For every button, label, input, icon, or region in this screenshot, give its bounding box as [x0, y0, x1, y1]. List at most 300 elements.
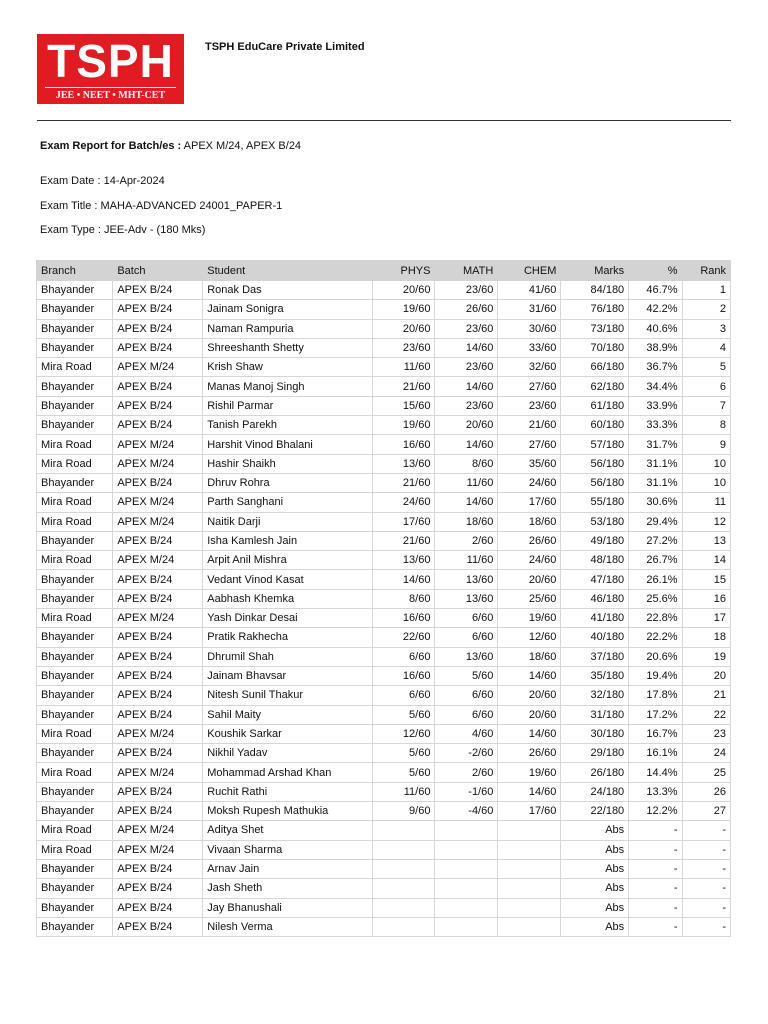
cell-batch: APEX M/24 — [113, 551, 203, 570]
table-row — [37, 454, 731, 473]
header-phys: PHYS — [372, 261, 435, 281]
cell-rank: 7 — [682, 396, 730, 415]
cell-student: Moksh Rupesh Mathukia — [203, 802, 372, 821]
cell-chem: 24/60 — [498, 473, 561, 492]
cell-percent: 20.6% — [629, 647, 682, 666]
cell-percent: 16.7% — [629, 724, 682, 743]
batch-value: APEX M/24, APEX B/24 — [181, 140, 302, 152]
cell-rank: 24 — [682, 744, 730, 763]
cell-batch: APEX B/24 — [113, 628, 203, 647]
cell-batch: APEX B/24 — [113, 416, 203, 435]
table-row — [37, 281, 731, 300]
cell-rank: 11 — [682, 493, 730, 512]
cell-phys: 20/60 — [372, 319, 435, 338]
cell-phys: 5/60 — [372, 705, 435, 724]
cell-chem: 31/60 — [498, 300, 561, 319]
cell-phys: 5/60 — [372, 744, 435, 763]
cell-student: Rishil Parmar — [203, 396, 372, 415]
cell-student: Dhruv Rohra — [203, 473, 372, 492]
cell-rank: 22 — [682, 705, 730, 724]
cell-rank: 21 — [682, 686, 730, 705]
logo-tagline: JEE • NEET • MHT-CET — [55, 90, 166, 101]
cell-batch: APEX M/24 — [113, 609, 203, 628]
cell-marks: 46/180 — [561, 589, 629, 608]
cell-rank: 26 — [682, 782, 730, 801]
cell-marks: 76/180 — [561, 300, 629, 319]
cell-student: Vedant Vinod Kasat — [203, 570, 372, 589]
cell-student: Ruchit Rathi — [203, 782, 372, 801]
cell-math — [435, 898, 498, 917]
cell-percent: 17.2% — [629, 705, 682, 724]
cell-branch: Bhayander — [37, 396, 113, 415]
cell-student: Arnav Jain — [203, 859, 372, 878]
header-divider — [37, 120, 731, 121]
cell-batch: APEX B/24 — [113, 782, 203, 801]
cell-marks: Abs — [561, 898, 629, 917]
cell-marks: 29/180 — [561, 744, 629, 763]
cell-branch: Bhayander — [37, 531, 113, 550]
tsph-logo — [37, 34, 184, 104]
cell-phys — [372, 917, 435, 936]
cell-chem — [498, 879, 561, 898]
cell-phys: 5/60 — [372, 763, 435, 782]
cell-batch: APEX B/24 — [113, 377, 203, 396]
cell-chem: 24/60 — [498, 551, 561, 570]
cell-batch: APEX B/24 — [113, 647, 203, 666]
cell-phys: 8/60 — [372, 589, 435, 608]
cell-percent: 33.3% — [629, 416, 682, 435]
cell-math: 23/60 — [435, 358, 498, 377]
cell-chem: 17/60 — [498, 493, 561, 512]
cell-percent: 40.6% — [629, 319, 682, 338]
cell-chem: 18/60 — [498, 512, 561, 531]
cell-student: Nikhil Yadav — [203, 744, 372, 763]
cell-phys: 6/60 — [372, 686, 435, 705]
cell-student: Hashir Shaikh — [203, 454, 372, 473]
cell-rank: 15 — [682, 570, 730, 589]
cell-batch: APEX B/24 — [113, 473, 203, 492]
cell-marks: 55/180 — [561, 493, 629, 512]
header-student: Student — [203, 261, 372, 281]
table-row — [37, 628, 731, 647]
cell-chem — [498, 859, 561, 878]
cell-math: 13/60 — [435, 589, 498, 608]
cell-phys: 17/60 — [372, 512, 435, 531]
table-row — [37, 898, 731, 917]
cell-phys: 15/60 — [372, 396, 435, 415]
cell-marks: Abs — [561, 859, 629, 878]
cell-rank: 2 — [682, 300, 730, 319]
cell-percent: 19.4% — [629, 666, 682, 685]
cell-phys — [372, 898, 435, 917]
cell-math: 14/60 — [435, 435, 498, 454]
cell-percent: - — [629, 879, 682, 898]
cell-branch: Mira Road — [37, 454, 113, 473]
cell-marks: 30/180 — [561, 724, 629, 743]
cell-chem: 18/60 — [498, 647, 561, 666]
cell-marks: 35/180 — [561, 666, 629, 685]
cell-rank: - — [682, 917, 730, 936]
cell-marks: 37/180 — [561, 647, 629, 666]
cell-phys: 11/60 — [372, 782, 435, 801]
cell-student: Parth Sanghani — [203, 493, 372, 512]
cell-chem: 19/60 — [498, 609, 561, 628]
cell-branch: Bhayander — [37, 319, 113, 338]
cell-rank: 10 — [682, 454, 730, 473]
cell-chem: 27/60 — [498, 435, 561, 454]
cell-batch: APEX M/24 — [113, 763, 203, 782]
cell-percent: - — [629, 898, 682, 917]
cell-phys — [372, 879, 435, 898]
table-row — [37, 821, 731, 840]
cell-math: 6/60 — [435, 686, 498, 705]
table-row — [37, 435, 731, 454]
cell-math: 5/60 — [435, 666, 498, 685]
cell-branch: Bhayander — [37, 666, 113, 685]
cell-marks: 53/180 — [561, 512, 629, 531]
cell-marks: 48/180 — [561, 551, 629, 570]
cell-branch: Bhayander — [37, 281, 113, 300]
cell-percent: 13.3% — [629, 782, 682, 801]
batch-label: Exam Report for Batch/es : — [40, 140, 182, 152]
cell-phys: 24/60 — [372, 493, 435, 512]
cell-branch: Bhayander — [37, 705, 113, 724]
cell-marks: 62/180 — [561, 377, 629, 396]
cell-phys — [372, 859, 435, 878]
cell-batch: APEX B/24 — [113, 589, 203, 608]
cell-phys: 21/60 — [372, 377, 435, 396]
header-batch: Batch — [113, 261, 203, 281]
header-rank: Rank — [682, 261, 730, 281]
cell-chem: 17/60 — [498, 802, 561, 821]
cell-marks: 66/180 — [561, 358, 629, 377]
cell-chem: 26/60 — [498, 744, 561, 763]
table-row — [37, 802, 731, 821]
cell-math — [435, 879, 498, 898]
table-row — [37, 300, 731, 319]
cell-student: Isha Kamlesh Jain — [203, 531, 372, 550]
cell-percent: 33.9% — [629, 396, 682, 415]
cell-phys: 14/60 — [372, 570, 435, 589]
cell-student: Koushik Sarkar — [203, 724, 372, 743]
exam-title: Exam Title : MAHA-ADVANCED 24001_PAPER-1 — [40, 200, 283, 212]
cell-student: Krish Shaw — [203, 358, 372, 377]
cell-batch: APEX M/24 — [113, 358, 203, 377]
cell-math: 2/60 — [435, 763, 498, 782]
cell-marks: 49/180 — [561, 531, 629, 550]
cell-branch: Mira Road — [37, 435, 113, 454]
cell-percent: 31.7% — [629, 435, 682, 454]
table-row — [37, 917, 731, 936]
cell-phys: 19/60 — [372, 300, 435, 319]
cell-chem: 23/60 — [498, 396, 561, 415]
cell-math: 23/60 — [435, 396, 498, 415]
cell-branch: Bhayander — [37, 879, 113, 898]
cell-branch: Bhayander — [37, 589, 113, 608]
cell-rank: 3 — [682, 319, 730, 338]
cell-math: 14/60 — [435, 338, 498, 357]
cell-marks: 26/180 — [561, 763, 629, 782]
cell-math: 6/60 — [435, 705, 498, 724]
cell-batch: APEX B/24 — [113, 705, 203, 724]
cell-phys: 13/60 — [372, 454, 435, 473]
table-header-row — [37, 261, 731, 281]
table-row — [37, 589, 731, 608]
cell-rank: 10 — [682, 473, 730, 492]
cell-rank: 1 — [682, 281, 730, 300]
cell-batch: APEX B/24 — [113, 879, 203, 898]
cell-percent: - — [629, 859, 682, 878]
cell-chem — [498, 840, 561, 859]
cell-rank: - — [682, 859, 730, 878]
cell-rank: - — [682, 840, 730, 859]
cell-chem: 41/60 — [498, 281, 561, 300]
cell-student: Jay Bhanushali — [203, 898, 372, 917]
table-row — [37, 840, 731, 859]
cell-student: Ronak Das — [203, 281, 372, 300]
table-row — [37, 338, 731, 357]
cell-student: Tanish Parekh — [203, 416, 372, 435]
cell-student: Pratik Rakhecha — [203, 628, 372, 647]
cell-branch: Bhayander — [37, 647, 113, 666]
cell-batch: APEX B/24 — [113, 686, 203, 705]
cell-batch: APEX B/24 — [113, 300, 203, 319]
company-name: TSPH EduCare Private Limited — [205, 41, 365, 53]
table-row — [37, 531, 731, 550]
cell-phys: 16/60 — [372, 435, 435, 454]
cell-math — [435, 917, 498, 936]
cell-phys — [372, 840, 435, 859]
cell-student: Manas Manoj Singh — [203, 377, 372, 396]
cell-marks: Abs — [561, 917, 629, 936]
table-row — [37, 358, 731, 377]
cell-branch: Mira Road — [37, 724, 113, 743]
cell-batch: APEX M/24 — [113, 512, 203, 531]
table-row — [37, 473, 731, 492]
cell-branch: Bhayander — [37, 570, 113, 589]
cell-phys: 23/60 — [372, 338, 435, 357]
cell-chem: 14/60 — [498, 724, 561, 743]
cell-batch: APEX B/24 — [113, 570, 203, 589]
cell-student: Nilesh Verma — [203, 917, 372, 936]
cell-chem: 14/60 — [498, 666, 561, 685]
cell-batch: APEX B/24 — [113, 859, 203, 878]
cell-math: 8/60 — [435, 454, 498, 473]
cell-chem: 26/60 — [498, 531, 561, 550]
cell-percent: 46.7% — [629, 281, 682, 300]
cell-math: -4/60 — [435, 802, 498, 821]
cell-math — [435, 821, 498, 840]
cell-branch: Mira Road — [37, 840, 113, 859]
cell-student: Mohammad Arshad Khan — [203, 763, 372, 782]
table-row — [37, 512, 731, 531]
cell-percent: 36.7% — [629, 358, 682, 377]
cell-chem: 32/60 — [498, 358, 561, 377]
cell-student: Dhrumil Shah — [203, 647, 372, 666]
cell-batch: APEX B/24 — [113, 744, 203, 763]
cell-batch: APEX B/24 — [113, 666, 203, 685]
cell-phys: 16/60 — [372, 609, 435, 628]
cell-rank: 19 — [682, 647, 730, 666]
cell-phys: 11/60 — [372, 358, 435, 377]
cell-student: Shreeshanth Shetty — [203, 338, 372, 357]
cell-branch: Bhayander — [37, 859, 113, 878]
cell-marks: 60/180 — [561, 416, 629, 435]
cell-chem: 20/60 — [498, 570, 561, 589]
table-row — [37, 879, 731, 898]
cell-batch: APEX M/24 — [113, 840, 203, 859]
cell-math: -1/60 — [435, 782, 498, 801]
cell-batch: APEX B/24 — [113, 319, 203, 338]
cell-chem: 20/60 — [498, 686, 561, 705]
results-table — [36, 260, 731, 937]
cell-branch: Mira Road — [37, 512, 113, 531]
cell-branch: Bhayander — [37, 744, 113, 763]
cell-phys: 13/60 — [372, 551, 435, 570]
cell-percent: 16.1% — [629, 744, 682, 763]
cell-marks: 56/180 — [561, 473, 629, 492]
cell-rank: 23 — [682, 724, 730, 743]
cell-percent: 22.8% — [629, 609, 682, 628]
cell-percent: - — [629, 840, 682, 859]
cell-percent: 42.2% — [629, 300, 682, 319]
cell-marks: Abs — [561, 821, 629, 840]
cell-percent: 30.6% — [629, 493, 682, 512]
table-row — [37, 609, 731, 628]
cell-rank: 12 — [682, 512, 730, 531]
table-row — [37, 647, 731, 666]
cell-rank: - — [682, 879, 730, 898]
cell-branch: Bhayander — [37, 473, 113, 492]
cell-chem: 35/60 — [498, 454, 561, 473]
cell-marks: 22/180 — [561, 802, 629, 821]
cell-batch: APEX B/24 — [113, 531, 203, 550]
cell-rank: 25 — [682, 763, 730, 782]
cell-phys: 21/60 — [372, 473, 435, 492]
table-row — [37, 551, 731, 570]
cell-batch: APEX B/24 — [113, 917, 203, 936]
cell-rank: 18 — [682, 628, 730, 647]
cell-math: 20/60 — [435, 416, 498, 435]
cell-branch: Mira Road — [37, 551, 113, 570]
header-marks: Marks — [561, 261, 629, 281]
table-body — [37, 281, 731, 937]
cell-branch: Mira Road — [37, 358, 113, 377]
cell-rank: 8 — [682, 416, 730, 435]
cell-chem: 20/60 — [498, 705, 561, 724]
cell-math: -2/60 — [435, 744, 498, 763]
header-chem: CHEM — [498, 261, 561, 281]
cell-marks: 56/180 — [561, 454, 629, 473]
table-row — [37, 570, 731, 589]
cell-chem: 33/60 — [498, 338, 561, 357]
table-row — [37, 724, 731, 743]
cell-batch: APEX M/24 — [113, 454, 203, 473]
cell-math: 23/60 — [435, 281, 498, 300]
cell-percent: 22.2% — [629, 628, 682, 647]
cell-marks: 73/180 — [561, 319, 629, 338]
cell-batch: APEX M/24 — [113, 821, 203, 840]
cell-math: 4/60 — [435, 724, 498, 743]
cell-batch: APEX M/24 — [113, 724, 203, 743]
cell-math: 13/60 — [435, 647, 498, 666]
cell-branch: Mira Road — [37, 821, 113, 840]
cell-branch: Bhayander — [37, 300, 113, 319]
cell-chem: 30/60 — [498, 319, 561, 338]
cell-rank: 9 — [682, 435, 730, 454]
cell-branch: Bhayander — [37, 377, 113, 396]
cell-marks: Abs — [561, 840, 629, 859]
cell-marks: 41/180 — [561, 609, 629, 628]
cell-batch: APEX B/24 — [113, 281, 203, 300]
header-branch: Branch — [37, 261, 113, 281]
cell-batch: APEX B/24 — [113, 898, 203, 917]
cell-phys — [372, 821, 435, 840]
cell-branch: Bhayander — [37, 416, 113, 435]
cell-rank: 4 — [682, 338, 730, 357]
header-math: MATH — [435, 261, 498, 281]
cell-batch: APEX B/24 — [113, 802, 203, 821]
cell-phys: 6/60 — [372, 647, 435, 666]
cell-batch: APEX M/24 — [113, 493, 203, 512]
cell-student: Jainam Sonigra — [203, 300, 372, 319]
cell-phys: 12/60 — [372, 724, 435, 743]
cell-math: 6/60 — [435, 628, 498, 647]
cell-math: 14/60 — [435, 377, 498, 396]
cell-branch: Bhayander — [37, 782, 113, 801]
cell-student: Nitesh Sunil Thakur — [203, 686, 372, 705]
cell-rank: 27 — [682, 802, 730, 821]
cell-math: 23/60 — [435, 319, 498, 338]
cell-student: Aditya Shet — [203, 821, 372, 840]
cell-student: Naitik Darji — [203, 512, 372, 531]
cell-percent: 14.4% — [629, 763, 682, 782]
table-row — [37, 319, 731, 338]
cell-branch: Bhayander — [37, 628, 113, 647]
table-row — [37, 859, 731, 878]
cell-branch: Mira Road — [37, 763, 113, 782]
cell-percent: - — [629, 917, 682, 936]
cell-branch: Bhayander — [37, 898, 113, 917]
cell-math: 14/60 — [435, 493, 498, 512]
logo-divider — [45, 87, 176, 88]
table-row — [37, 377, 731, 396]
cell-phys: 19/60 — [372, 416, 435, 435]
cell-percent: - — [629, 821, 682, 840]
cell-marks: 57/180 — [561, 435, 629, 454]
table-row — [37, 763, 731, 782]
cell-rank: - — [682, 898, 730, 917]
cell-chem: 19/60 — [498, 763, 561, 782]
cell-marks: 70/180 — [561, 338, 629, 357]
cell-percent: 31.1% — [629, 473, 682, 492]
cell-student: Yash Dinkar Desai — [203, 609, 372, 628]
cell-batch: APEX B/24 — [113, 396, 203, 415]
cell-student: Jainam Bhavsar — [203, 666, 372, 685]
cell-chem: 21/60 — [498, 416, 561, 435]
table-row — [37, 493, 731, 512]
cell-marks: 24/180 — [561, 782, 629, 801]
logo-wordmark: TSPH — [47, 35, 174, 87]
cell-batch: APEX M/24 — [113, 435, 203, 454]
cell-math: 11/60 — [435, 473, 498, 492]
cell-student: Vivaan Sharma — [203, 840, 372, 859]
cell-marks: 84/180 — [561, 281, 629, 300]
cell-batch: APEX B/24 — [113, 338, 203, 357]
cell-branch: Bhayander — [37, 917, 113, 936]
cell-percent: 25.6% — [629, 589, 682, 608]
cell-math: 2/60 — [435, 531, 498, 550]
